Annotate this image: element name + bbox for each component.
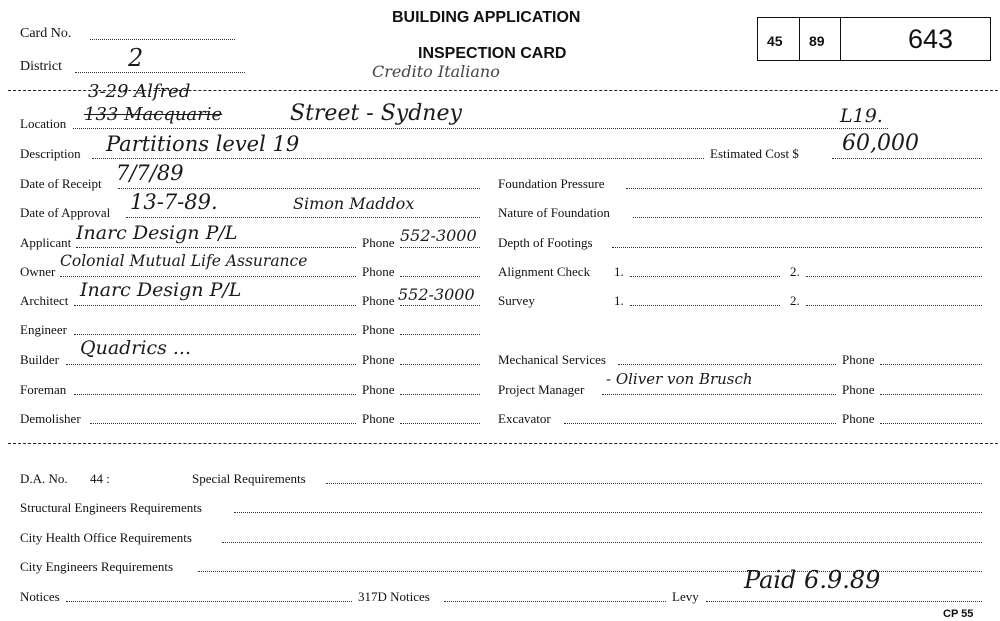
mechanical-phone-field [880,364,982,365]
applicant-value: Inarc Design P/L [76,222,238,244]
box-divider-2 [840,17,841,61]
applicant-phone-value: 552-3000 [400,226,477,245]
alignment-2-field [806,276,982,277]
excavator-phone-label: Phone [842,411,875,426]
box-divider-1 [799,17,800,61]
estimated-cost-label: Estimated Cost $ [710,146,799,161]
city-engineers-label: City Engineers Requirements [20,559,174,574]
project-manager-field [602,394,836,395]
builder-phone-label: Phone [362,352,395,367]
engineer-phone-field [400,334,480,335]
special-requirements-label: Special Requirements [192,471,306,486]
project-manager-value: - Oliver von Brusch [606,370,753,388]
survey-2-label: 2. [790,293,800,308]
description-field [92,158,704,159]
owner-phone-field [400,276,480,277]
alignment-2-label: 2. [790,264,800,279]
structural-requirements-label: Structural Engineers Requirements [20,500,202,515]
health-requirements-field [222,542,982,543]
nature-foundation-label: Nature of Foundation [498,205,610,220]
alignment-1-label: 1. [614,264,624,279]
date-receipt-value: 7/7/89 [116,161,184,185]
survey-1-field [630,305,780,306]
location-label: Location [20,116,67,131]
notices-field [66,601,352,602]
depth-footings-label: Depth of Footings [498,235,593,250]
levy-value: Paid 6.9.89 [744,566,881,594]
owner-label: Owner [20,264,56,279]
notices-label: Notices [20,589,60,604]
project-manager-phone-field [880,394,982,395]
box-code-b: 89 [809,33,825,49]
foreman-phone-label: Phone [362,382,395,397]
da-no-value: 44 : [90,471,110,486]
alignment-1-field [630,276,780,277]
excavator-field [564,423,836,424]
architect-label: Architect [20,293,69,308]
structural-requirements-field [234,512,982,513]
card-no-field [90,39,235,40]
levy-field [706,601,982,602]
architect-value: Inarc Design P/L [80,279,242,301]
excavator-phone-field [880,423,982,424]
da-no-label: D.A. No. [20,471,68,486]
card-title-line1: BUILDING APPLICATION [392,9,581,26]
engineer-phone-label: Phone [362,322,395,337]
district-value: 2 [128,44,144,72]
architect-phone-value: 552-3000 [398,285,475,304]
description-value: Partitions level 19 [106,132,300,156]
card-no-label: Card No. [20,26,72,41]
architect-phone-label: Phone [362,293,395,308]
approval-signature: Simon Maddox [293,194,415,213]
owner-phone-label: Phone [362,264,395,279]
description-label: Description [20,146,81,161]
box-card-number: 643 [908,24,954,54]
alignment-check-label: Alignment Check [498,264,591,279]
mechanical-phone-label: Phone [842,352,875,367]
architect-field [74,305,356,306]
owner-value: Colonial Mutual Life Assurance [60,252,308,270]
date-receipt-label: Date of Receipt [20,176,102,191]
mechanical-services-field [618,364,836,365]
estimated-cost-value: 60,000 [842,131,919,156]
location-field [73,128,888,129]
engineer-field [74,334,356,335]
engineer-label: Engineer [20,322,67,337]
survey-1-label: 1. [614,293,624,308]
demolisher-phone-label: Phone [362,411,395,426]
district-field [75,72,245,73]
estimated-cost-field [832,158,982,159]
demolisher-field [90,423,356,424]
levy-label: Levy [672,589,699,604]
builder-field [66,364,356,365]
applicant-label: Applicant [20,235,72,250]
excavator-label: Excavator [498,411,551,426]
demolisher-phone-field [400,423,480,424]
date-approval-label: Date of Approval [20,205,111,220]
project-manager-label: Project Manager [498,382,585,397]
notices-317d-label: 317D Notices [358,589,430,604]
date-approval-value: 13-7-89. [130,190,218,214]
foreman-phone-field [400,394,480,395]
date-approval-field [126,217,480,218]
builder-label: Builder [20,352,59,367]
foundation-pressure-field [626,188,982,189]
applicant-field [76,247,356,248]
project-manager-phone-label: Phone [842,382,875,397]
foreman-field [74,394,356,395]
mechanical-services-label: Mechanical Services [498,352,606,367]
foreman-label: Foreman [20,382,67,397]
section-divider [8,443,998,444]
location-struck: 133 Macquarie [84,104,223,125]
district-label: District [20,59,62,74]
header-scrawl: Credito Italiano [372,62,500,81]
box-code-a: 45 [767,33,783,49]
demolisher-label: Demolisher [20,411,81,426]
health-requirements-label: City Health Office Requirements [20,530,192,545]
location-level: L19. [840,105,883,127]
architect-phone-field [400,305,480,306]
location-prefix: 3-29 Alfred [88,81,191,102]
date-receipt-field [118,188,480,189]
form-code: CP 55 [943,608,974,620]
card-number-box [757,17,991,61]
builder-value: Quadrics ... [80,337,192,359]
foundation-pressure-label: Foundation Pressure [498,176,605,191]
builder-phone-field [400,364,480,365]
survey-label: Survey [498,293,535,308]
applicant-phone-label: Phone [362,235,395,250]
notices-317d-field [444,601,666,602]
location-value: Street - Sydney [290,101,462,126]
depth-footings-field [612,247,982,248]
owner-field [60,276,356,277]
applicant-phone-field [400,247,480,248]
nature-foundation-field [633,217,982,218]
special-requirements-field [326,483,982,484]
card-title-line2: INSPECTION CARD [418,45,567,62]
survey-2-field [806,305,982,306]
